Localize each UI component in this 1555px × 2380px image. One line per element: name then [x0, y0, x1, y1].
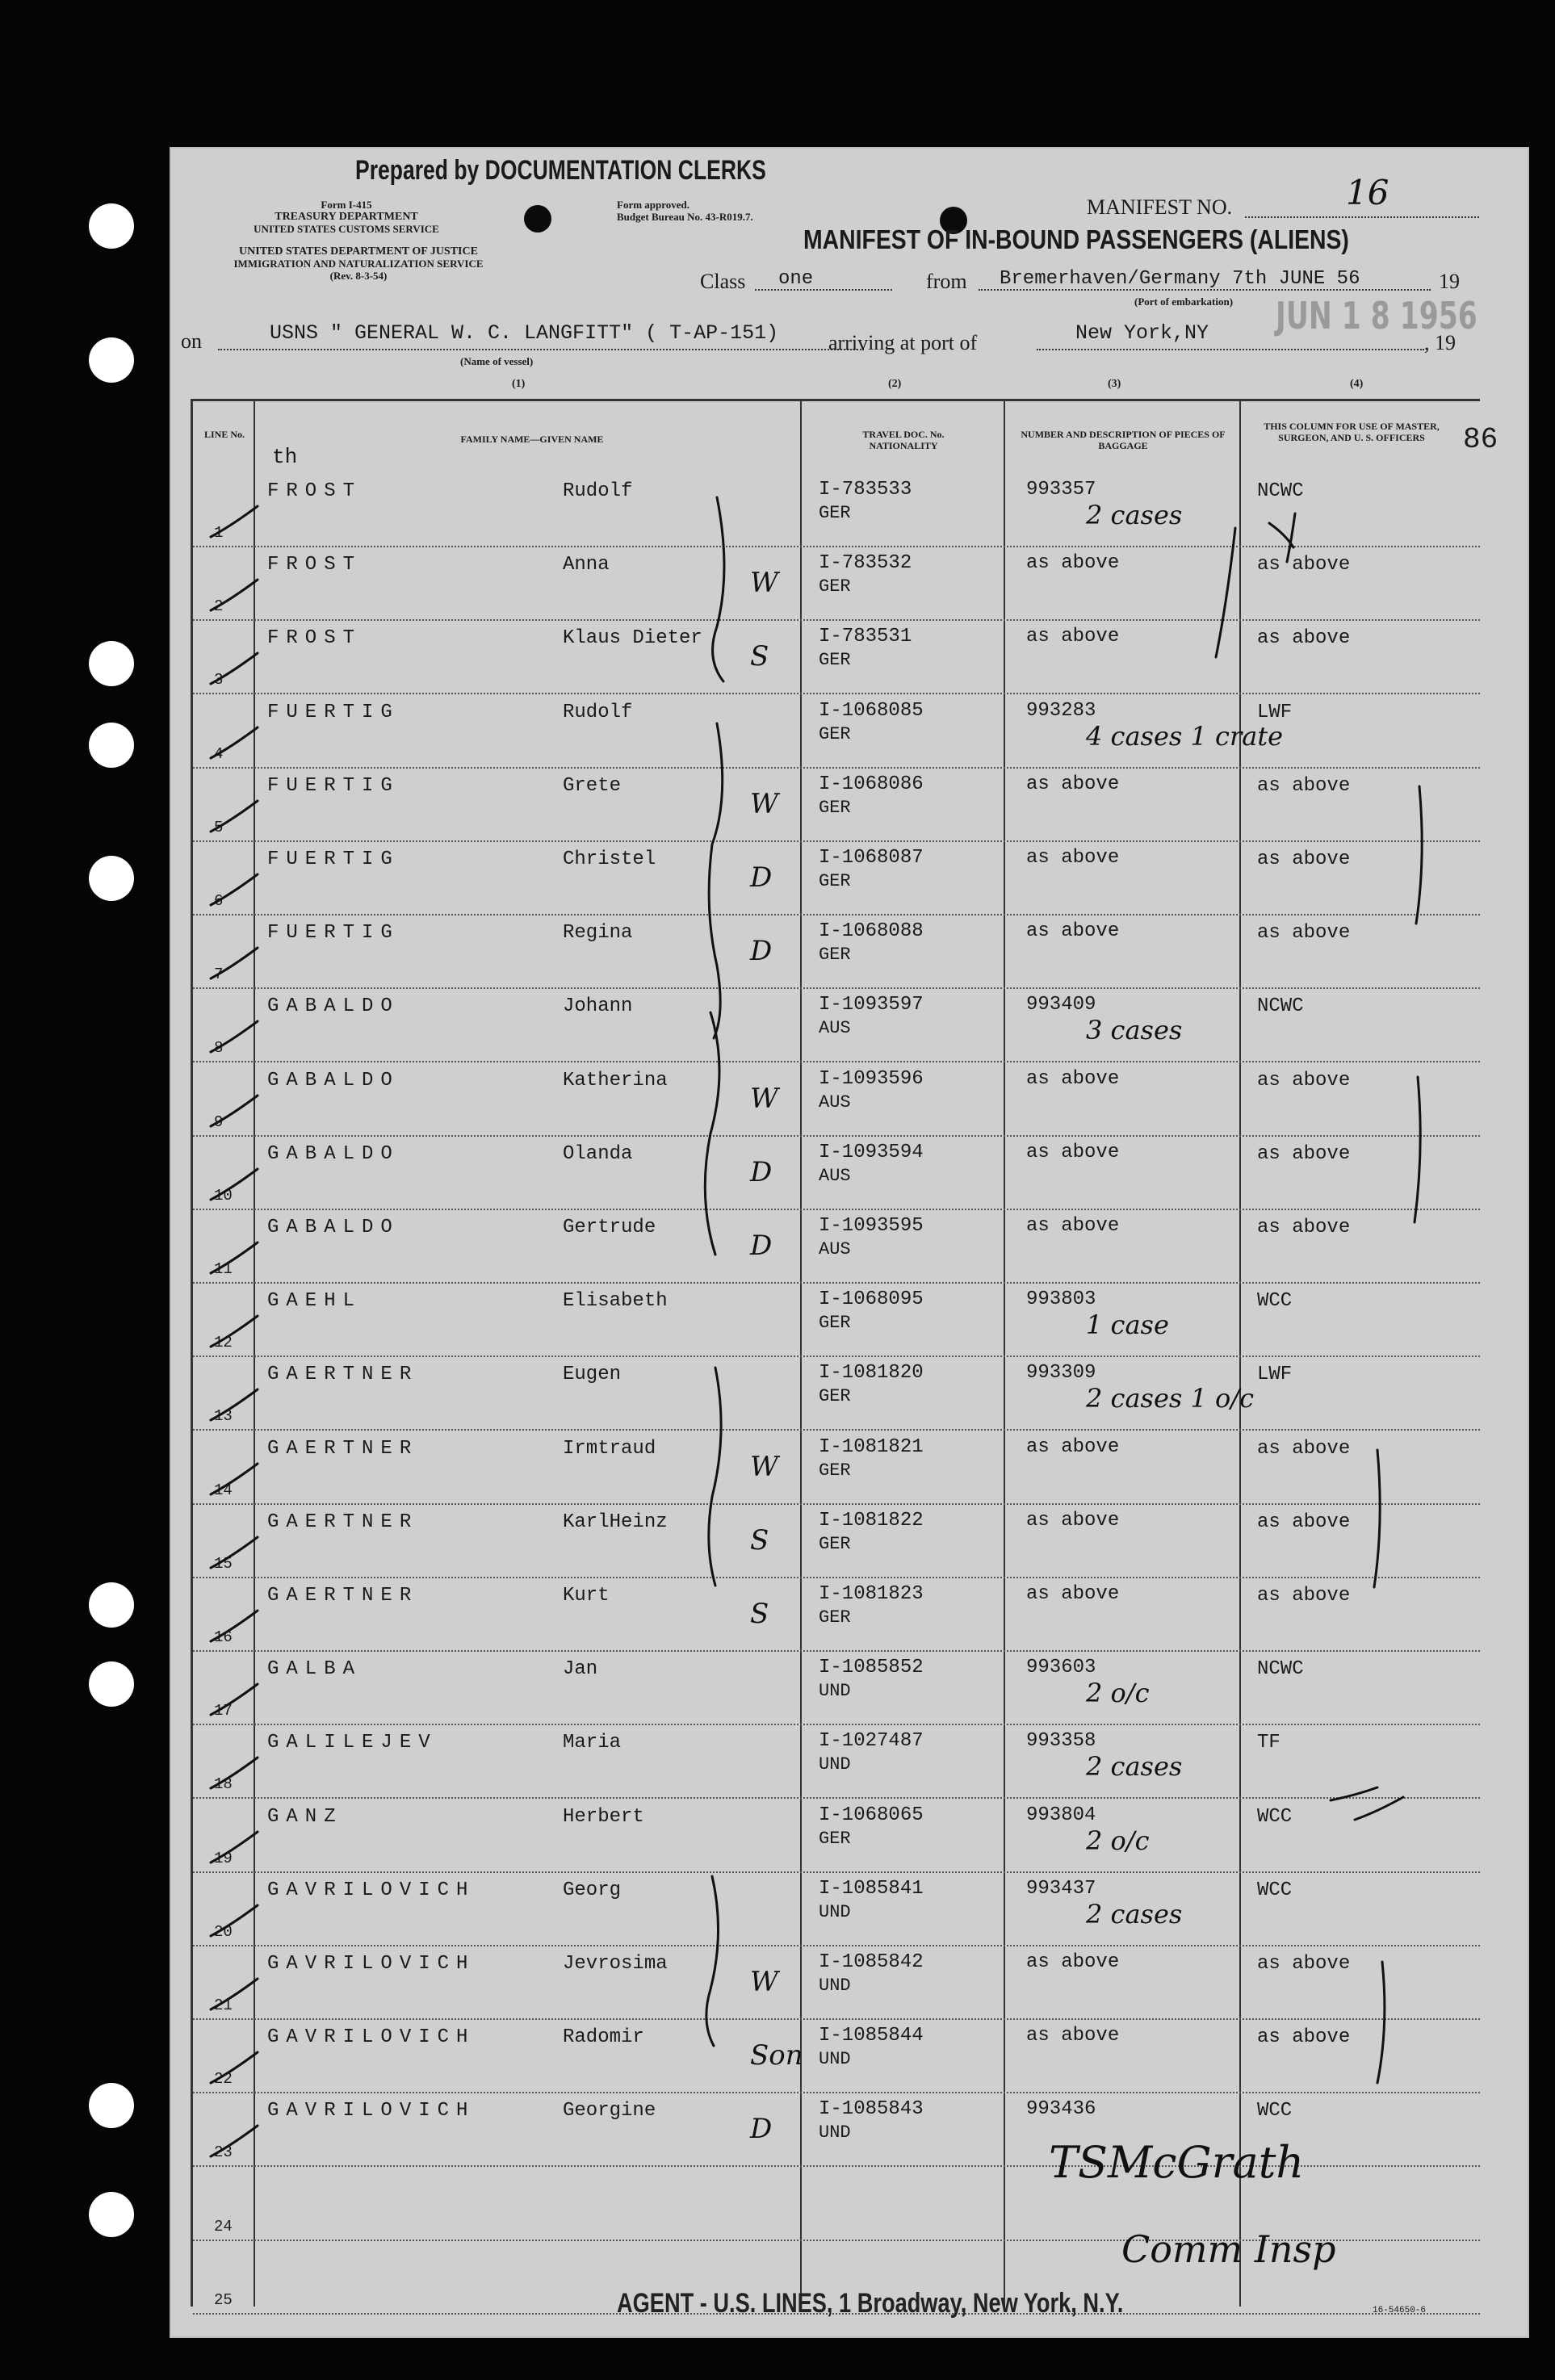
manifest-no-label: MANIFEST NO. — [1087, 195, 1233, 219]
header-line-no: LINE No. — [203, 429, 245, 440]
family-name: FUERTIG — [267, 849, 400, 870]
officer-note: as above — [1257, 1437, 1351, 1460]
travel-doc-no: I-1081823 — [819, 1583, 924, 1605]
line-number: 13 — [214, 1407, 233, 1426]
relationship-note: Son — [750, 2039, 803, 2072]
travel-doc-no: I-1085843 — [819, 2098, 924, 2121]
col-number: (1) — [512, 378, 526, 390]
travel-doc-no: I-1068065 — [819, 1804, 924, 1826]
given-name: Jevrosima — [563, 1953, 668, 1975]
line-number: 18 — [214, 1775, 233, 1794]
given-name: Grete — [563, 774, 622, 797]
line-number: 20 — [214, 1922, 233, 1941]
family-name: GABALDO — [267, 1142, 400, 1165]
line-number: 5 — [214, 818, 224, 836]
given-name: Herbert — [563, 1805, 644, 1828]
family-name: GANZ — [267, 1805, 343, 1828]
table-row — [193, 693, 1480, 769]
family-name: FUERTIG — [267, 774, 400, 797]
travel-doc-no: I-1081821 — [819, 1435, 924, 1458]
baggage-value: 993436 — [1026, 2098, 1096, 2121]
table-row — [193, 2018, 1480, 2093]
nationality: AUS — [819, 1092, 851, 1112]
punch-hole — [89, 2083, 134, 2128]
officer-note: as above — [1257, 1069, 1351, 1092]
travel-doc-no: I-1081820 — [819, 1362, 924, 1385]
header-officers: THIS COLUMN FOR USE OF MASTER, SURGEON, AND U. S. OFFICERS — [1264, 421, 1440, 443]
relationship-note: D — [750, 1230, 773, 1262]
line-number: 12 — [214, 1334, 233, 1352]
table-row — [193, 1798, 1480, 1873]
table-row — [193, 619, 1480, 694]
checkmark-icon — [207, 1606, 264, 1646]
officer-note: NCWC — [1257, 1658, 1304, 1681]
baggage-value: 993603 — [1026, 1657, 1096, 1679]
table-row — [193, 1135, 1480, 1210]
family-name: GAERTNER — [267, 1511, 419, 1533]
nationality: AUS — [819, 1239, 851, 1259]
class-label: Class — [700, 270, 746, 293]
checkmark-icon — [207, 1385, 264, 1425]
checkmark-icon — [207, 648, 264, 689]
family-name: FROST — [267, 480, 363, 502]
baggage-value: as above — [1026, 1435, 1120, 1458]
given-name: Klaus Dieter — [563, 627, 702, 650]
table-row — [193, 1724, 1480, 1799]
baggage-value: 993804 — [1026, 1804, 1096, 1826]
baggage-value: 993358 — [1026, 1730, 1096, 1753]
checkmark-icon — [207, 1091, 264, 1131]
checkmark-icon — [207, 943, 264, 983]
line-number: 23 — [214, 2143, 233, 2162]
punch-hole — [524, 205, 551, 233]
given-name: Rudolf — [563, 480, 633, 502]
manifest-no-value: 16 — [1346, 173, 1389, 212]
table-row — [193, 472, 1480, 547]
line-number: 8 — [214, 1039, 224, 1058]
nationality: UND — [819, 1901, 851, 1922]
punch-hole — [89, 2192, 134, 2237]
nationality: GER — [819, 723, 851, 744]
nationality: UND — [819, 2122, 851, 2143]
from-value: Bremerhaven/Germany 7th JUNE 56 — [1000, 268, 1360, 290]
baggage-value: 993283 — [1026, 699, 1096, 722]
relationship-note: W — [750, 1082, 778, 1115]
travel-doc-no: I-1085842 — [819, 1951, 924, 1973]
checkmark-icon — [207, 1827, 264, 1867]
punch-hole — [89, 1661, 134, 1707]
checkmark-icon — [207, 796, 264, 836]
vessel-value: USNS " GENERAL W. C. LANGFITT" ( T-AP-151) — [270, 321, 779, 345]
given-name: Irmtraud — [563, 1437, 656, 1460]
checkmark-icon — [207, 1753, 264, 1793]
checkmark-icon — [207, 1164, 264, 1205]
travel-doc-no: I-1093596 — [819, 1067, 924, 1090]
given-name: Kurt — [563, 1585, 610, 1607]
checkmark-icon — [207, 2121, 264, 2161]
given-name: Anna — [563, 554, 610, 576]
passenger-table — [191, 399, 1480, 2307]
family-name: FUERTIG — [267, 701, 400, 723]
checkmark-icon — [207, 1311, 264, 1351]
nationality: GER — [819, 650, 851, 671]
baggage-note: 2 cases 1 o/c — [1086, 1383, 1254, 1414]
family-name: GAVRILOVICH — [267, 2100, 476, 2122]
officer-note: WCC — [1257, 1879, 1293, 1901]
relationship-note: W — [750, 1966, 778, 1998]
travel-doc-no: I-1068085 — [819, 699, 924, 722]
officer-note: TF — [1257, 1732, 1280, 1754]
nationality: GER — [819, 1460, 851, 1481]
family-name: GABALDO — [267, 1069, 400, 1092]
officer-note: LWF — [1257, 701, 1293, 723]
table-row — [193, 1650, 1480, 1725]
baggage-note: 4 cases 1 crate — [1086, 720, 1284, 752]
line-number: 11 — [214, 1260, 233, 1278]
line-number: 10 — [214, 1186, 233, 1205]
relationship-note: S — [750, 1598, 769, 1630]
header-travel-doc: TRAVEL DOC. No. NATIONALITY — [862, 429, 945, 451]
travel-doc-no: I-1027487 — [819, 1730, 924, 1753]
nationality: UND — [819, 2049, 851, 2070]
manifest-title: MANIFEST OF IN-BOUND PASSENGERS (ALIENS) — [803, 224, 1349, 254]
officer-note: WCC — [1257, 1290, 1293, 1313]
nationality: UND — [819, 1681, 851, 1702]
agent-footer: AGENT - U.S. LINES, 1 Broadway, New York, N.Y. — [617, 2288, 1124, 2319]
given-name: Jan — [563, 1658, 598, 1681]
prepared-by-text: Prepared by DOCUMENTATION CLERKS — [355, 155, 766, 186]
checkmark-icon — [207, 1974, 264, 2014]
travel-doc-no: I-1085852 — [819, 1657, 924, 1679]
travel-doc-no: I-783531 — [819, 626, 912, 648]
manifest-page — [170, 147, 1529, 2338]
baggage-value: as above — [1026, 1951, 1120, 1973]
nationality: GER — [819, 1533, 851, 1554]
checkmark-icon — [207, 1016, 264, 1057]
travel-doc-no: I-1068087 — [819, 847, 924, 869]
line-number: 6 — [214, 892, 224, 910]
line-number: 1 — [214, 524, 224, 542]
form-block: Form I-415 TREASURY DEPARTMENT UNITED STATES CUSTOMS SERVICE — [254, 199, 439, 235]
baggage-value: 993437 — [1026, 1877, 1096, 1900]
line-number: 25 — [214, 2290, 233, 2309]
officer-note: WCC — [1257, 2100, 1293, 2122]
relationship-note: D — [750, 2113, 773, 2146]
checkmark-icon — [207, 1532, 264, 1573]
baggage-value: as above — [1026, 847, 1120, 869]
checkmark-icon — [207, 1238, 264, 1278]
given-name: Olanda — [563, 1142, 633, 1165]
checkmark-icon — [207, 501, 264, 542]
header-name-note: th — [272, 445, 298, 469]
officer-note: NCWC — [1257, 480, 1304, 502]
officer-note: as above — [1257, 922, 1351, 945]
port-value: New York,NY — [1075, 321, 1209, 345]
date-stamp: JUN 1 8 1956 — [1276, 294, 1477, 337]
family-name: GAVRILOVICH — [267, 2026, 476, 2049]
family-name: GAERTNER — [267, 1437, 419, 1460]
table-row — [193, 840, 1480, 916]
family-name: FROST — [267, 627, 363, 650]
baggage-value: as above — [1026, 1067, 1120, 1090]
table-row — [193, 1430, 1480, 1505]
given-name: KarlHeinz — [563, 1511, 668, 1533]
baggage-value: as above — [1026, 552, 1120, 575]
officer-note: as above — [1257, 1511, 1351, 1533]
given-name: Eugen — [563, 1364, 622, 1386]
travel-doc-no: I-1085841 — [819, 1877, 924, 1900]
port-line — [1037, 349, 1424, 350]
baggage-value: as above — [1026, 1215, 1120, 1237]
nationality: GER — [819, 945, 851, 966]
baggage-note: 2 cases — [1086, 1898, 1183, 1930]
nationality: GER — [819, 797, 851, 818]
baggage-value: 993357 — [1026, 479, 1096, 501]
travel-doc-no: I-1068088 — [819, 920, 924, 943]
nationality: AUS — [819, 1165, 851, 1186]
department-block: UNITED STATES DEPARTMENT OF JUSTICE IMMIGRATION AND NATURALIZATION SERVICE (Rev. 8-3-54) — [233, 245, 484, 282]
officer-note: as above — [1257, 1217, 1351, 1238]
relationship-note: S — [750, 1523, 769, 1557]
from-label: from — [926, 270, 967, 293]
header-name: FAMILY NAME—GIVEN NAME — [460, 434, 604, 445]
year-suffix: 19 — [1439, 270, 1460, 293]
checkmark-icon — [207, 1459, 264, 1499]
relationship-note: S — [750, 640, 769, 673]
travel-doc-no: I-783533 — [819, 479, 912, 501]
baggage-value: 993409 — [1026, 994, 1096, 1016]
family-name: GAEHL — [267, 1290, 363, 1313]
punch-hole — [89, 856, 134, 901]
line-number: 9 — [214, 1112, 224, 1131]
family-name: FUERTIG — [267, 922, 400, 945]
given-name: Rudolf — [563, 701, 633, 723]
checkmark-icon — [207, 723, 264, 763]
officer-note: as above — [1257, 627, 1351, 650]
family-name: GAERTNER — [267, 1585, 419, 1607]
table-row — [193, 546, 1480, 621]
family-name: GALBA — [267, 1658, 363, 1681]
line-number: 15 — [214, 1554, 233, 1573]
vessel-line — [218, 349, 864, 350]
punch-hole — [89, 723, 134, 768]
punch-hole — [89, 1582, 134, 1628]
approval-block: Form approved. Budget Bureau No. 43-R019.7. — [617, 199, 753, 223]
officer-note: as above — [1257, 1585, 1351, 1607]
given-name: Radomir — [563, 2026, 644, 2049]
header-baggage: NUMBER AND DESCRIPTION OF PIECES OF BAGGAGE — [1021, 429, 1226, 451]
officer-note: as above — [1257, 554, 1351, 576]
nationality: GER — [819, 1313, 851, 1334]
year-suffix: , 19 — [1424, 331, 1456, 354]
checkmark-icon — [207, 1679, 264, 1720]
nationality: GER — [819, 871, 851, 891]
vessel-note: (Name of vessel) — [460, 355, 534, 367]
baggage-note: 3 cases — [1086, 1015, 1183, 1046]
table-row — [193, 1356, 1480, 1431]
relationship-note: W — [750, 567, 778, 600]
punch-hole — [89, 641, 134, 686]
relationship-note: W — [750, 787, 778, 820]
line-number: 19 — [214, 1849, 233, 1867]
relationship-note: D — [750, 935, 773, 968]
travel-doc-no: I-1081822 — [819, 1509, 924, 1531]
manifest-no-line — [1245, 216, 1479, 218]
given-name: Regina — [563, 922, 633, 945]
baggage-value: as above — [1026, 1509, 1120, 1531]
baggage-value: as above — [1026, 2025, 1120, 2047]
officer-note: as above — [1257, 774, 1351, 797]
officer-note: as above — [1257, 849, 1351, 870]
officer-note: WCC — [1257, 1805, 1293, 1828]
officer-note: as above — [1257, 1953, 1351, 1975]
family-name: GABALDO — [267, 1217, 400, 1238]
nationality: UND — [819, 1754, 851, 1775]
travel-doc-no: I-1068086 — [819, 773, 924, 795]
class-value: one — [778, 268, 814, 290]
family-name: GABALDO — [267, 995, 400, 1018]
family-name: GAVRILOVICH — [267, 1953, 476, 1975]
baggage-note: 2 cases — [1086, 1751, 1183, 1783]
family-name: FROST — [267, 554, 363, 576]
given-name: Elisabeth — [563, 1290, 668, 1313]
line-number: 2 — [214, 597, 224, 616]
given-name: Johann — [563, 995, 633, 1018]
baggage-value: 993803 — [1026, 1288, 1096, 1311]
baggage-value: as above — [1026, 920, 1120, 943]
col-number: (3) — [1108, 378, 1121, 390]
table-row — [193, 1871, 1480, 1946]
officer-title: Comm Insp — [1121, 2227, 1336, 2271]
baggage-value: as above — [1026, 773, 1120, 795]
checkmark-icon — [207, 869, 264, 910]
baggage-value: as above — [1026, 1583, 1120, 1605]
punch-hole — [89, 203, 134, 249]
corner-number: 86 — [1463, 423, 1498, 456]
table-row — [193, 1945, 1480, 2020]
travel-doc-no: I-1093595 — [819, 1215, 924, 1237]
travel-doc-no: I-783532 — [819, 552, 912, 575]
officer-note: as above — [1257, 1142, 1351, 1165]
punch-hole — [89, 337, 134, 383]
given-name: Gertrude — [563, 1217, 656, 1238]
checkmark-icon — [207, 1900, 264, 1941]
family-name: GAVRILOVICH — [267, 1879, 476, 1901]
baggage-value: 993309 — [1026, 1362, 1096, 1385]
table-row — [193, 767, 1480, 842]
checkmark-icon — [207, 575, 264, 615]
line-number: 7 — [214, 966, 224, 984]
given-name: Georg — [563, 1879, 622, 1901]
nationality: GER — [819, 576, 851, 597]
nationality: UND — [819, 1976, 851, 1996]
travel-doc-no: I-1085844 — [819, 2025, 924, 2047]
baggage-value: as above — [1026, 626, 1120, 648]
officer-note: LWF — [1257, 1364, 1293, 1386]
line-number: 14 — [214, 1481, 233, 1499]
form-code: 16-54650-6 — [1373, 2306, 1427, 2315]
given-name: Christel — [563, 849, 656, 870]
relationship-note: D — [750, 1155, 773, 1188]
family-name: GALILEJEV — [267, 1732, 438, 1754]
on-label: on — [181, 329, 202, 353]
baggage-note: 2 o/c — [1086, 1825, 1150, 1856]
officer-note: NCWC — [1257, 995, 1304, 1018]
family-name: GAERTNER — [267, 1364, 419, 1386]
baggage-note: 2 cases — [1086, 500, 1183, 530]
nationality: GER — [819, 503, 851, 523]
table-row — [193, 1209, 1480, 1284]
col-number: (2) — [888, 378, 902, 390]
checkmark-icon — [207, 2047, 264, 2088]
table-row — [193, 914, 1480, 989]
nationality: GER — [819, 1386, 851, 1407]
travel-doc-no: I-1068095 — [819, 1288, 924, 1311]
relationship-note: D — [750, 861, 773, 894]
line-number: 21 — [214, 1997, 233, 2014]
table-row — [193, 1062, 1480, 1137]
travel-doc-no: I-1093594 — [819, 1141, 924, 1163]
table-row — [193, 987, 1480, 1062]
nationality: AUS — [819, 1018, 851, 1039]
officer-signature: TSMcGrath — [1049, 2137, 1305, 2188]
table-row — [193, 1503, 1480, 1578]
given-name: Maria — [563, 1732, 622, 1754]
class-line — [755, 289, 892, 291]
baggage-value: as above — [1026, 1141, 1120, 1163]
line-number: 17 — [214, 1702, 233, 1720]
baggage-note: 2 o/c — [1086, 1678, 1150, 1709]
travel-doc-no: I-1093597 — [819, 994, 924, 1016]
line-number: 4 — [214, 744, 224, 763]
arriving-label: arriving at port of — [828, 331, 978, 354]
officer-note: as above — [1257, 2026, 1351, 2049]
table-row — [193, 1577, 1480, 1652]
line-number: 3 — [214, 671, 224, 689]
given-name: Katherina — [563, 1069, 668, 1092]
col-number: (4) — [1350, 378, 1364, 390]
line-number: 22 — [214, 2070, 233, 2089]
port-note: (Port of embarkation) — [1134, 295, 1234, 308]
line-number: 16 — [214, 1628, 233, 1646]
nationality: GER — [819, 1828, 851, 1849]
baggage-note: 1 case — [1086, 1309, 1169, 1341]
table-row — [193, 1282, 1480, 1357]
nationality: GER — [819, 1607, 851, 1628]
relationship-note: W — [750, 1450, 778, 1483]
line-number: 24 — [214, 2217, 233, 2235]
given-name: Georgine — [563, 2100, 656, 2122]
